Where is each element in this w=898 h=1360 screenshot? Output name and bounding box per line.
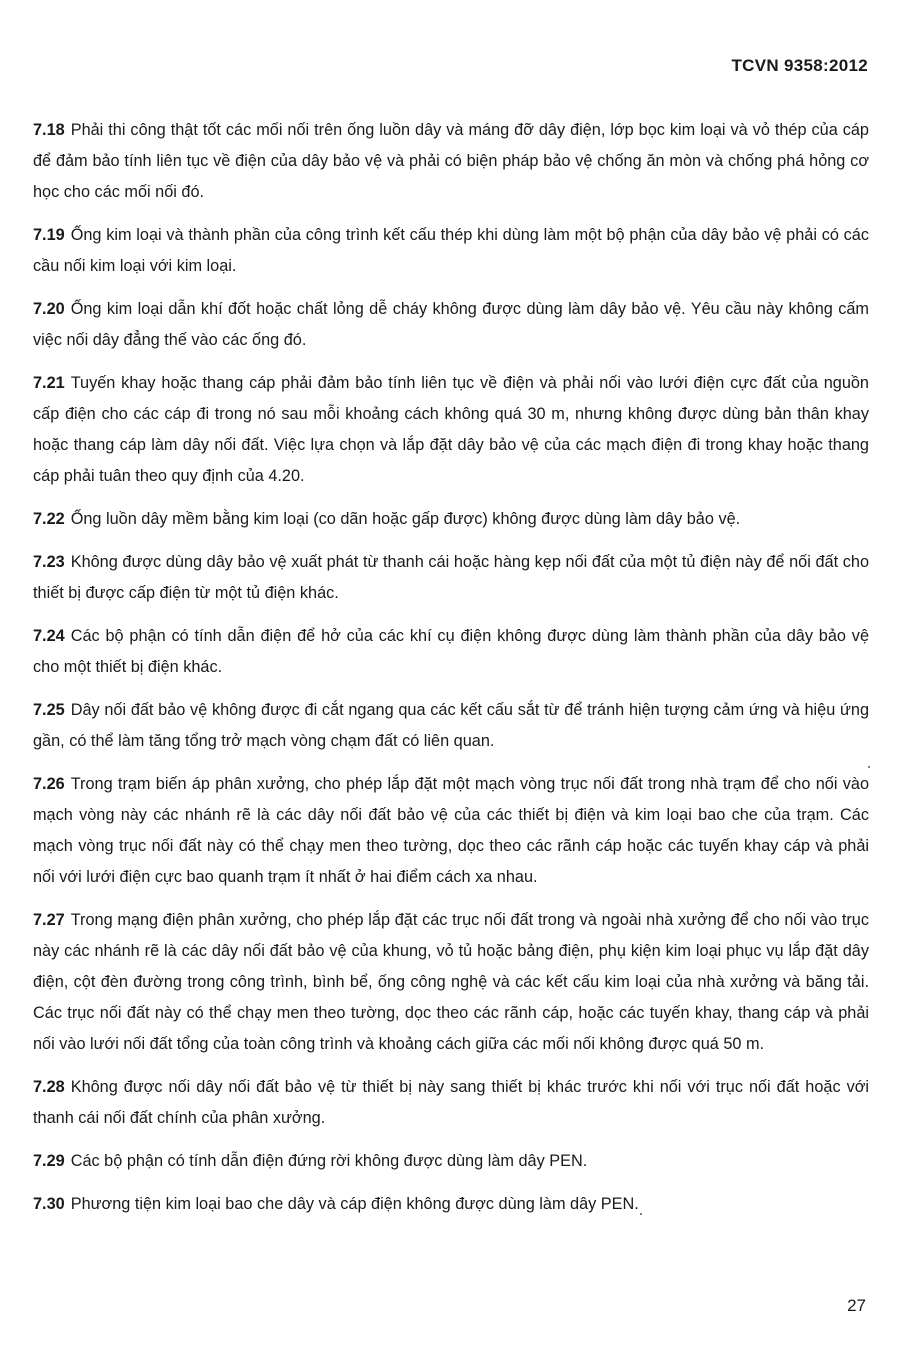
clause-number: 7.26 [33, 775, 65, 793]
clause-text: Các bộ phận có tính dẫn điện đứng rời không được dùng làm dây PEN. [70, 1152, 588, 1170]
clause-7-21 [33, 368, 869, 492]
standard-code: TCVN 9358:2012 [731, 56, 868, 75]
clause-text: Dây nối đất bảo vệ không được đi cắt ngang qua các kết cấu sắt từ để tránh hiện tượng cảm ứng và hiệu ứng gần, có thể làm tăng tổng trở mạch vòng chạm đất có liên quan. [33, 701, 869, 750]
clause-number: 7.23 [33, 553, 65, 571]
clause-text: Tuyến khay hoặc thang cáp phải đảm bảo tính liên tục về điện và phải nối vào lưới điện cực đất của nguồn cấp điện cho các cáp đi trong nó sau mỗi khoảng cách không quá 30 m, nhưng không được dùng bản thân khay hoặc thang cáp làm dây nối đất. Việc lựa chọn và lắp đặt dây bảo vệ của các mạch điện đi trong khay hoặc thang cáp phải tuân theo quy định của 4.20. [33, 374, 869, 485]
clause-text: Ống luồn dây mềm bằng kim loại (co dãn hoặc gấp được) không được dùng làm dây bảo vệ. [70, 510, 741, 528]
clause-text: Trong mạng điện phân xưởng, cho phép lắp đặt các trục nối đất trong và ngoài nhà xưởng để cho nối vào trục này các nhánh rẽ là các dây nối đất bảo vệ của khung, vỏ tủ hoặc bảng điện, phụ kiện kim loại phục vụ lắp đặt dây điện, cột đèn đường trong công trình, bình bể, ống công nghệ và các kết cấu kim loại của nhà xưởng và băng tải. Các trục nối đất này có thể chạy men theo tường, dọc theo các rãnh cáp, hoặc các tuyến khay, thang cáp và phải nối vào lưới nối đất tổng của toàn công trình và khoảng cách giữa các mối nối không được quá 50 m. [33, 911, 869, 1053]
clause-7-23 [33, 547, 869, 609]
clause-text: Các bộ phận có tính dẫn điện để hở của các khí cụ điện không được dùng làm thành phần của dây bảo vệ cho một thiết bị điện khác. [33, 627, 869, 676]
clause-number: 7.27 [33, 911, 65, 929]
clause-number: 7.18 [33, 121, 65, 139]
clause-number: 7.30 [33, 1195, 65, 1213]
clause-7-28 [33, 1072, 869, 1134]
clause-text: Trong trạm biến áp phân xưởng, cho phép lắp đặt một mạch vòng trục nối đất trong nhà trạm để cho nối vào mạch vòng này các nhánh rẽ là các dây nối đất bảo vệ của các thiết bị điện và kim loại bao che của trạm. Các mạch vòng trục nối đất này có thể chạy men theo tường, dọc theo các rãnh cáp hoặc các tuyến khay cáp và phải nối với lưới điện cực bao quanh trạm ít nhất ở hai điểm cách xa nhau. [33, 775, 869, 886]
clause-7-18 [33, 115, 869, 208]
clause-number: 7.29 [33, 1152, 65, 1170]
clause-text: Không được nối dây nối đất bảo vệ từ thiết bị này sang thiết bị khác trước khi nối với trục nối đất hoặc với thanh cái nối đất chính của phân xưởng. [33, 1078, 869, 1127]
clause-text: Ống kim loại dẫn khí đốt hoặc chất lỏng dễ cháy không được dùng làm dây bảo vệ. Yêu cầu này không cấm việc nối dây đẳng thế vào các ống đó. [33, 300, 869, 349]
clause-7-19 [33, 220, 869, 282]
clause-7-29 [33, 1146, 869, 1177]
scan-speck [868, 766, 870, 768]
clause-number: 7.24 [33, 627, 65, 645]
clause-number: 7.19 [33, 226, 65, 244]
clause-7-20 [33, 294, 869, 356]
clause-7-30 [33, 1189, 869, 1220]
clause-text: Phương tiện kim loại bao che dây và cáp điện không được dùng làm dây PEN. [70, 1195, 639, 1213]
clause-text: Ống kim loại và thành phần của công trình kết cấu thép khi dùng làm một bộ phận của dây bảo vệ phải có các cầu nối kim loại với kim loại. [33, 226, 869, 275]
clause-number: 7.21 [33, 374, 65, 392]
clause-7-25 [33, 695, 869, 757]
page-number: 27 [847, 1296, 866, 1315]
clause-text: Không được dùng dây bảo vệ xuất phát từ thanh cái hoặc hàng kẹp nối đất của một tủ điện này để nối đất cho thiết bị được cấp điện từ một tủ điện khác. [33, 553, 869, 602]
clause-number: 7.25 [33, 701, 65, 719]
clause-number: 7.28 [33, 1078, 65, 1096]
clause-list [33, 115, 869, 1232]
clause-7-24 [33, 621, 869, 683]
clause-text: Phải thi công thật tốt các mối nối trên ống luồn dây và máng đỡ dây điện, lớp bọc kim loại và vỏ thép của cáp để đảm bảo tính liên tục về điện của dây bảo vệ và phải có biện pháp bảo vệ chống ăn mòn và chống phá hỏng cơ học cho các mối nối đó. [33, 121, 869, 201]
clause-7-22 [33, 504, 869, 535]
clause-7-26 [33, 769, 869, 893]
clause-7-27 [33, 905, 869, 1060]
clause-number: 7.20 [33, 300, 65, 318]
clause-number: 7.22 [33, 510, 65, 528]
scan-speck [640, 1213, 642, 1215]
